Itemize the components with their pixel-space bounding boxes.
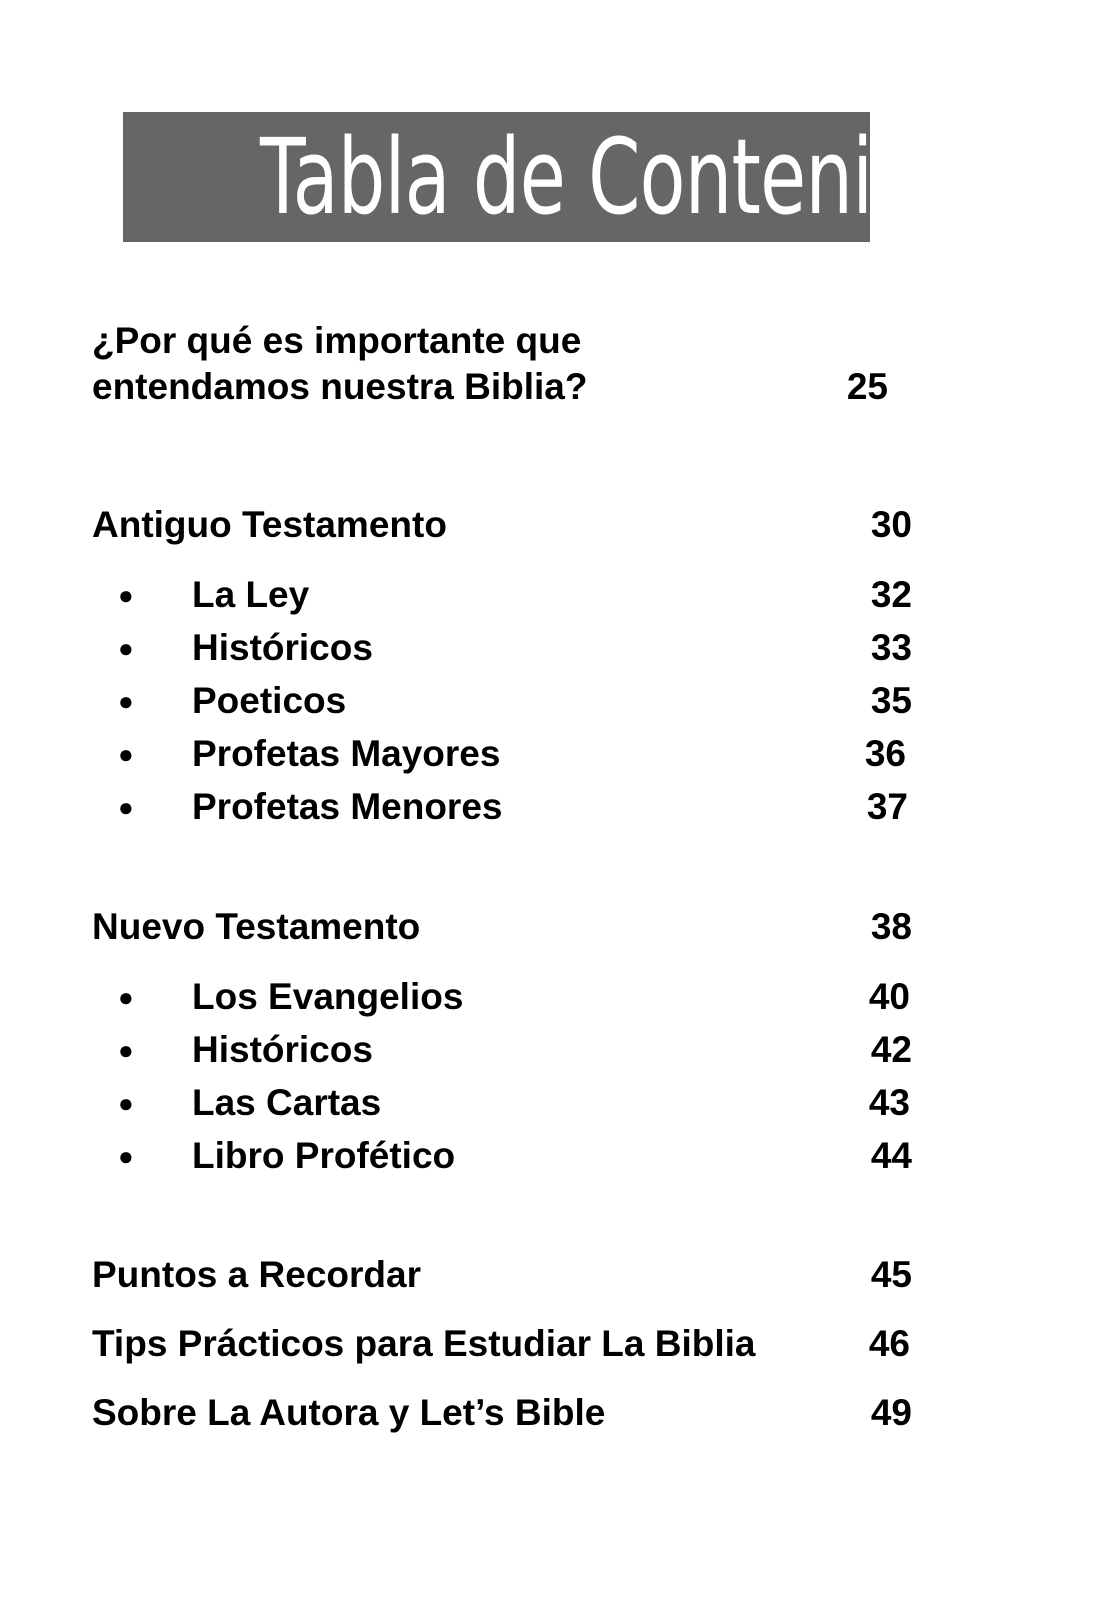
toc-subentry bbox=[118, 678, 912, 724]
toc-subentry-label: Profetas Mayores bbox=[192, 733, 501, 774]
bullet-icon: ● bbox=[118, 792, 134, 822]
toc-entry-nuevo-testamento bbox=[92, 904, 912, 950]
toc-subentry-label: Los Evangelios bbox=[192, 976, 464, 1017]
toc-entry-antiguo-testamento bbox=[92, 502, 912, 548]
toc-subentry bbox=[118, 974, 912, 1020]
toc-entry-sobre-la-autora bbox=[92, 1390, 912, 1436]
toc-subentry-page: 33 bbox=[870, 627, 912, 668]
toc-subentry bbox=[118, 731, 912, 777]
bullet-icon: ● bbox=[118, 633, 134, 663]
toc-entry-label: Tips Prácticos para Estudiar La Biblia bbox=[92, 1323, 756, 1364]
toc-subentry-label: Poeticos bbox=[192, 680, 347, 721]
toc-subentry-label: Históricos bbox=[192, 627, 373, 668]
toc-entry-label: Puntos a Recordar bbox=[92, 1254, 421, 1295]
toc-subentry-page: 42 bbox=[870, 1029, 912, 1070]
toc-entry-intro bbox=[92, 318, 912, 410]
toc-subentry-page: 32 bbox=[870, 574, 912, 615]
toc-entry-label: Nuevo Testamento bbox=[92, 906, 421, 947]
toc-subentry bbox=[118, 1133, 912, 1179]
toc-subentry-page: 36 bbox=[864, 733, 906, 774]
toc-subentry-page: 37 bbox=[866, 786, 908, 827]
bullet-icon: ● bbox=[118, 1088, 134, 1118]
toc-entry-puntos-a-recordar bbox=[92, 1252, 912, 1298]
toc-subentry-page: 43 bbox=[868, 1082, 910, 1123]
toc-entry-page: 46 bbox=[868, 1323, 910, 1364]
bullet-icon: ● bbox=[118, 982, 134, 1012]
bullet-icon: ● bbox=[118, 739, 134, 769]
toc-subentry-page: 35 bbox=[870, 680, 912, 721]
toc-entry-label-line1: ¿Por qué es importante que bbox=[92, 320, 582, 361]
toc-entry-label bbox=[92, 318, 588, 410]
toc-entry-page: 45 bbox=[870, 1254, 912, 1295]
toc-entry-page: 38 bbox=[870, 906, 912, 947]
toc-subentry bbox=[118, 784, 912, 830]
toc-entry-tips-practicos bbox=[92, 1321, 912, 1367]
toc-subentry bbox=[118, 1080, 912, 1126]
page-title bbox=[123, 112, 965, 242]
bullet-icon: ● bbox=[118, 1141, 134, 1171]
toc-entry-page: 30 bbox=[870, 504, 912, 545]
toc-subentry-label: La Ley bbox=[192, 574, 310, 615]
toc-subentry bbox=[118, 625, 912, 671]
bullet-icon: ● bbox=[118, 1035, 134, 1065]
toc-entry-label: Antiguo Testamento bbox=[92, 504, 447, 545]
toc-subentry-label: Profetas Menores bbox=[192, 786, 503, 827]
toc-subentry-label: Las Cartas bbox=[192, 1082, 382, 1123]
toc-entry-label: Sobre La Autora y Let’s Bible bbox=[92, 1392, 606, 1433]
toc-entry-label-line2: entendamos nuestra Biblia? bbox=[92, 366, 588, 407]
toc-subentry-label: Libro Profético bbox=[192, 1135, 456, 1176]
toc-subentry-page: 40 bbox=[868, 976, 910, 1017]
bullet-icon: ● bbox=[118, 580, 134, 610]
toc-entry-page: 49 bbox=[870, 1392, 912, 1433]
toc-subentry-label: Históricos bbox=[192, 1029, 373, 1070]
toc-subentry-page: 44 bbox=[870, 1135, 912, 1176]
bullet-icon: ● bbox=[118, 686, 134, 716]
toc-subentry bbox=[118, 1027, 912, 1073]
toc-subentry bbox=[118, 572, 912, 618]
toc-entry-page: 25 bbox=[846, 366, 888, 407]
page-title-text: Tabla de Contenido bbox=[259, 116, 965, 238]
